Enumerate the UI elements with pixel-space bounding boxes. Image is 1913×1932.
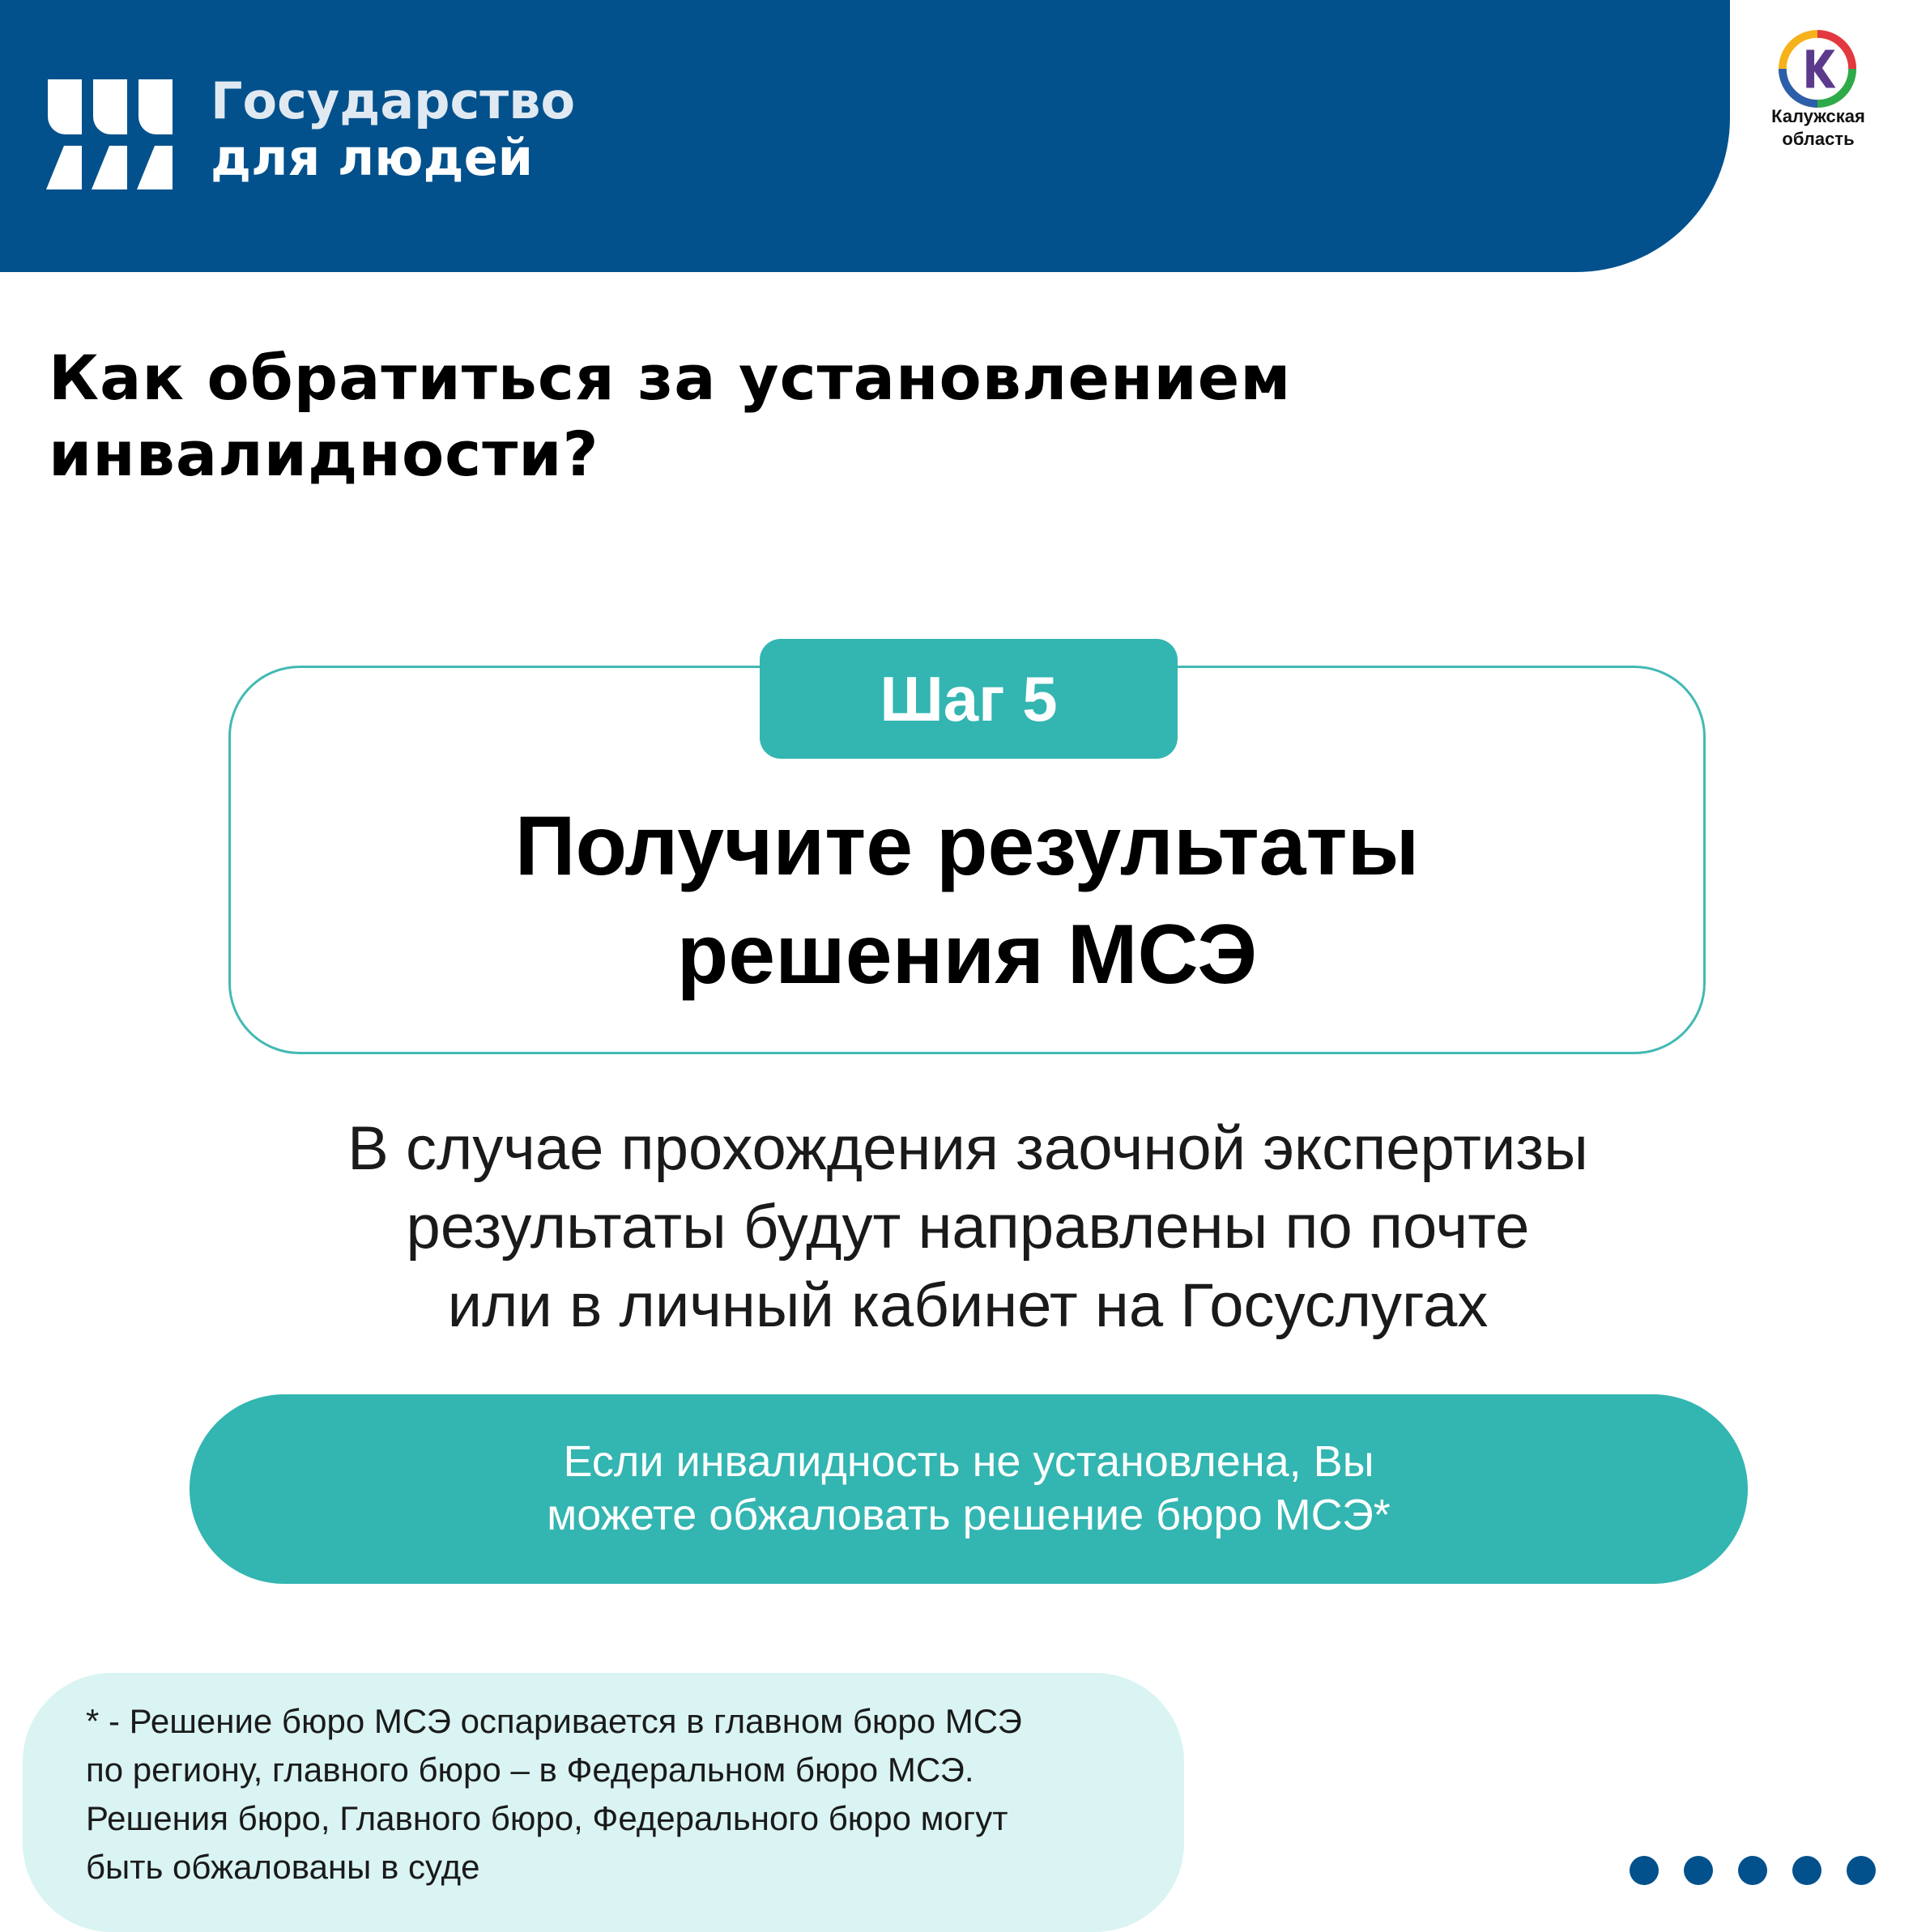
step-badge: Шаг 5	[760, 639, 1178, 759]
footnote-line1: * - Решение бюро МСЭ оспаривается в главном бюро МСЭ	[86, 1702, 1022, 1740]
footnote-text	[86, 1697, 1171, 1892]
region-name	[1749, 105, 1887, 151]
region-name-line1: Калужская	[1771, 106, 1865, 126]
brand-name-line1: Государство	[211, 71, 576, 130]
footnote-line3: Решения бюро, Главного бюро, Федерального бюро могут	[86, 1799, 1008, 1837]
pager-dot-1[interactable]	[1630, 1856, 1659, 1885]
pager-dot-3[interactable]	[1738, 1856, 1767, 1885]
pager-dot-4[interactable]	[1792, 1856, 1821, 1885]
pager-dot-2[interactable]	[1684, 1856, 1713, 1885]
page-title-line2: инвалидности?	[49, 418, 599, 490]
region-name-line2: область	[1782, 129, 1855, 149]
ya-ya-ya-logo-icon	[45, 79, 176, 189]
page-title	[49, 340, 1291, 492]
kaluga-k-logo-icon	[1778, 29, 1857, 109]
note-text-line1: Если инвалидность не установлена, Вы	[563, 1437, 1374, 1486]
footnote-line4: быть обжалованы в суде	[86, 1848, 480, 1886]
body-text-line1: В случае прохождения заочной экспертизы	[347, 1114, 1588, 1183]
step-title-line1: Получите результаты	[514, 799, 1420, 893]
pager-dot-5[interactable]	[1847, 1856, 1876, 1885]
note-text	[190, 1435, 1748, 1542]
page-title-line1: Как обратиться за установлением	[49, 342, 1292, 414]
step-title-line2: решения МСЭ	[676, 908, 1258, 1002]
body-text	[146, 1109, 1790, 1345]
step-title	[228, 792, 1706, 1009]
body-text-line3: или в личный кабинет на Госуслугах	[447, 1271, 1489, 1340]
brand-name-line2: для людей	[211, 128, 534, 187]
header-banner	[0, 0, 1730, 272]
pager-dots	[1630, 1856, 1876, 1885]
body-text-line2: результаты будут направлены по почте	[406, 1193, 1530, 1262]
note-text-line2: можете обжаловать решение бюро МСЭ*	[547, 1491, 1391, 1539]
brand-name	[211, 73, 575, 186]
footnote-line2: по региону, главного бюро – в Федеральном бюро МСЭ.	[86, 1751, 974, 1789]
